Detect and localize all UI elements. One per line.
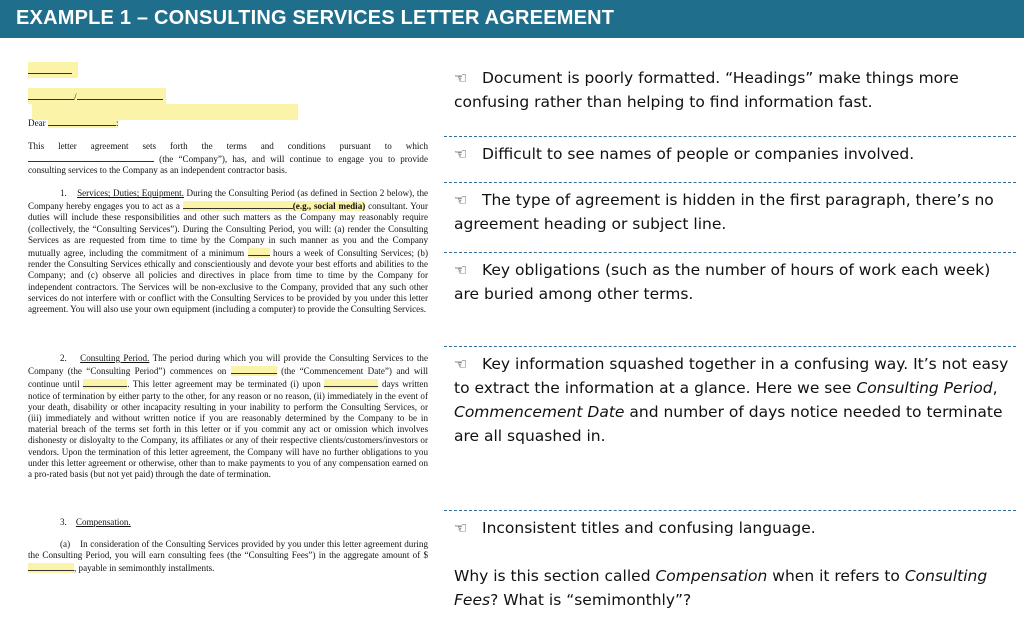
- section-1-title: Services; Duties; Equipment.: [77, 188, 184, 198]
- title-banner: [0, 0, 1024, 38]
- section-2-text-b: (the “Commencement Date”) and will continue until: [28, 366, 428, 390]
- pointing-hand-icon: ☜: [454, 191, 468, 209]
- note-term-commencement-date: Commencement Date: [454, 403, 625, 421]
- note-term-compensation: Compensation: [655, 567, 768, 585]
- section-1-number: 1.: [60, 188, 67, 198]
- section-1-text-a: During the Consulting Period (as defined in Section 2 below), the Company hereby engages you to act as a: [28, 188, 429, 212]
- date-blank: [28, 62, 78, 78]
- section-3-heading: [28, 517, 428, 528]
- note-titles-text: Inconsistent titles and confusing language.: [482, 519, 816, 537]
- pointing-hand-icon: ☜: [454, 519, 468, 537]
- section-2-text-d: days written notice of termination by either party to the other, for any reason or no reason, (ii) immediately in the event of your death, disability or other incapacity resulting in your inability to perform the Consulting Services, or (iii) immediately and without written notice if you are reasonably determined by the Company to be in material breach of the terms set forth in this letter or if you commit any act or omission which involves dishonesty or disloyalty to the Company, its affiliates or any of their respective clients/customers/investors or vendors. Upon the termination of this letter agreement, the Company will have no further obligations to you under this letter agreement or otherwise, other than to make payments to you of any compensation earned on a pro-rated basis (but not yet paid) through the date of termination.: [28, 379, 428, 480]
- section-2-title: Consulting Period.: [80, 353, 150, 363]
- note-agreement-type-text: The type of agreement is hidden in the first paragraph, there’s no agreement heading or subject line.: [454, 191, 994, 233]
- section-3-number: 3.: [60, 517, 67, 527]
- note-formatting-text: Document is poorly formatted. “Headings” make things more confusing rather than helping to find information fast.: [454, 69, 959, 111]
- section-2-number: 2.: [60, 353, 67, 363]
- note-term-consulting-fees: Consulting Fees: [454, 567, 988, 609]
- note-obligations: [454, 258, 1014, 306]
- section-1-text-c: hours a week of Consulting Services; (b) render the Consulting Services ethically and conscientiously and devote your best efforts and abilities to the Company; and (c) observe all policies and directives in place from time to time by the Company for independent contractors. The Services will be non-exclusive to the Company, provided that any such other services do not interfere with or conflict with the Consulting Services to be provided by you under this letter agreement. You will also use your own equipment (including a computer) to provide the Consulting Services.: [28, 248, 428, 315]
- note-question-text-a: Why is this section called: [454, 567, 651, 585]
- section-1-text-b: consultant. Your duties will include these responsibilities and other such matters as the Company may reasonably require (collectively, the “Consulting Services”). During the Consulting Period, you will: (a) render the Consulting Services as are requested from time to time by the Company in such manner as you and the Company mutually agree, including the commitment of a minimum: [28, 201, 428, 259]
- section-2-text-a: The period during which you will provide the Consulting Services to the Company (the “Consulting Period”) commences on: [28, 353, 429, 377]
- divider: [444, 136, 1016, 137]
- intro-paragraph: [28, 141, 428, 177]
- note-obligations-text: Key obligations (such as the number of hours of work each week) are buried among other terms.: [454, 261, 991, 303]
- note-comma: ,: [992, 379, 998, 397]
- note-term-consulting-period: Consulting Period: [856, 379, 993, 397]
- divider: [444, 346, 1016, 347]
- pointing-hand-icon: ☜: [454, 69, 468, 87]
- section-3a-number: (a): [60, 539, 71, 549]
- note-formatting: [454, 66, 1014, 114]
- salutation: Dear :: [28, 118, 119, 128]
- note-titles: [454, 516, 1014, 540]
- dear-label: Dear: [28, 118, 46, 128]
- note-squashed-info: [454, 352, 1014, 448]
- note-squashed-text-b: and number of days notice needed to terminate are all squashed in.: [454, 403, 1003, 445]
- note-question-text-c: ? What is “semimonthly”?: [490, 591, 692, 609]
- intro-text-b: (the “Company”), has, and will continue to engage you to provide consulting services to the Company as an independent contractor basis.: [28, 154, 428, 176]
- section-3a-text-b: , payable in semimonthly installments.: [74, 563, 215, 574]
- page-title: EXAMPLE 1 – CONSULTING SERVICES LETTER AGREEMENT: [16, 7, 615, 29]
- note-agreement-type: [454, 188, 1014, 236]
- note-compensation-question: [454, 564, 1014, 612]
- section-2-text-c: . This letter agreement may be terminated (i) upon: [127, 379, 321, 390]
- note-names-text: Difficult to see names of people or companies involved.: [482, 145, 915, 163]
- note-names: [454, 142, 1014, 166]
- intro-text-a: This letter agreement sets forth the terms and conditions pursuant to which: [28, 141, 428, 151]
- divider: [444, 182, 1016, 183]
- section-3a-text-a: In consideration of the Consulting Services provided by you under this letter agreement during the Consulting Period, you will earn consulting fees (the “Consulting Fees”) in the aggregate amount of $: [28, 539, 428, 561]
- pointing-hand-icon: ☜: [454, 355, 468, 373]
- section-3a: [28, 539, 428, 575]
- pointing-hand-icon: ☜: [454, 261, 468, 279]
- address-blanks: /: [28, 88, 428, 123]
- section-2: [28, 353, 428, 480]
- divider: [444, 252, 1016, 253]
- pointing-hand-icon: ☜: [454, 145, 468, 163]
- section-1: [28, 188, 428, 315]
- note-squashed-text-a: Key information squashed together in a confusing way. It’s not easy to extract the information at a glance. Here we see: [454, 355, 1009, 397]
- divider: [444, 510, 1016, 511]
- section-3-title: Compensation.: [75, 517, 131, 527]
- note-question-text-b: when it refers to: [772, 567, 900, 585]
- section-1-role-example: (e.g., social media): [292, 201, 366, 212]
